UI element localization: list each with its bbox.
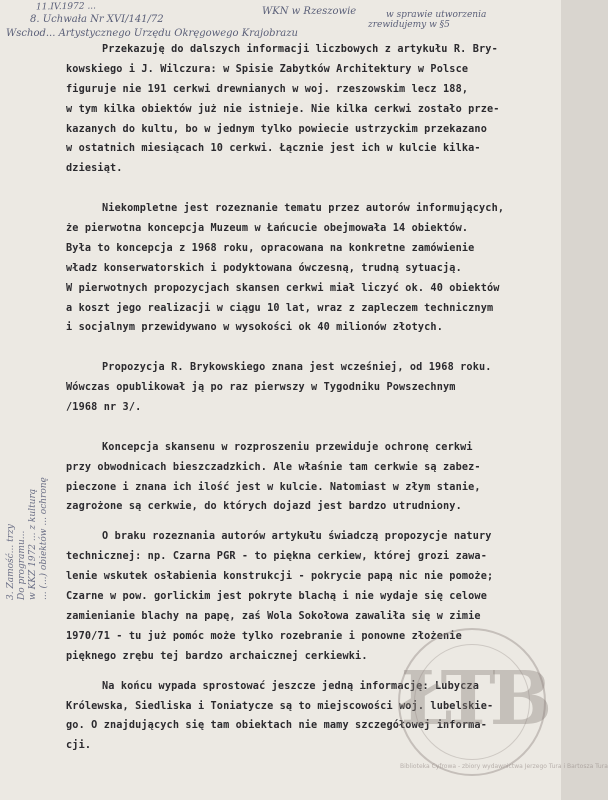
text-line: dziesiąt. bbox=[66, 163, 123, 175]
text-line: Na końcu wypada sprostować jeszcze jedną informację: Lubycza bbox=[102, 680, 480, 692]
margin-note-line: Do programu... bbox=[17, 530, 27, 600]
handwritten-note-c: zrewidujemy w §5 bbox=[368, 20, 450, 30]
margin-note-line: ... (...) obiektów ... ochronę bbox=[39, 477, 49, 600]
text-line: a koszt jego realizacji w ciągu 10 lat, wraz z zapleczem technicznym bbox=[66, 302, 494, 314]
stamp-monogram: ŁTB bbox=[400, 656, 547, 742]
text-line: przy obwodnicach bieszczadzkich. Ale właśnie tam cerkwie są zabez- bbox=[66, 461, 481, 473]
text-line: władz konserwatorskich i podyktowana ówczesną, trudną sytuacją. bbox=[66, 262, 462, 274]
text-line: Koncepcja skansenu w rozproszeniu przewiduje ochronę cerkwi bbox=[102, 441, 473, 453]
text-line: zamienianie blachy na papę, zaś Wola Sokołowa zawaliła się w zimie bbox=[66, 610, 481, 622]
text-line: i socjalnym przewidywano w wysokości ok 40 milionów złotych. bbox=[66, 322, 444, 334]
text-line: zagrożone są cerkwie, do których dojazd jest bardzo utrudniony. bbox=[66, 501, 462, 513]
text-line: lenie wskutek osłabienia konstrukcji - pokrycie papą nic nie pomoże; bbox=[66, 571, 494, 583]
margin-note-line: 3. Zamość... trzy bbox=[6, 524, 16, 600]
handwritten-note-b: w sprawie utworzenia bbox=[386, 10, 487, 20]
text-line: pięknego zrębu tej bardzo archaicznej cerkiewki. bbox=[66, 650, 368, 662]
text-line: Wówczas opublikował ją po raz pierwszy w Tygodniku Powszechnym bbox=[66, 382, 456, 394]
text-line: /1968 nr 3/. bbox=[66, 402, 142, 414]
margin-handwritten-note bbox=[6, 300, 66, 600]
text-line: W pierwotnych propozycjach skansen cerkwi miał liczyć ok. 40 obiektów bbox=[66, 282, 500, 294]
handwritten-note-a: WKN w Rzeszowie bbox=[262, 6, 357, 17]
stamp-ring-text: Biblioteka Cyfrowa - zbiory wydawnictwa Jerzego Tura i Bartosza Tura bbox=[400, 763, 608, 770]
text-line: że pierwotna koncepcja Muzeum w Łańcucie obejmowała 14 obiektów. bbox=[66, 223, 469, 235]
text-line: Była to koncepcja z 1968 roku, opracowana na konkretne zamówienie bbox=[66, 242, 475, 254]
text-line: Przekazuję do dalszych informacji liczbowych z artykułu R. Bry- bbox=[102, 44, 498, 55]
text-line: technicznej: np. Czarna PGR - to piękna cerkiew, której grozi zawa- bbox=[66, 551, 487, 563]
library-stamp bbox=[398, 628, 608, 776]
text-line: 1970/71 - tu już pomóc może tylko rozebranie i ponowne złożenie bbox=[66, 630, 462, 642]
text-line: kazanych do kultu, bo w jednym tylko powiecie ustrzyckim przekazano bbox=[66, 123, 487, 135]
text-line: Niekompletne jest rozeznanie tematu przez autorów informujących, bbox=[102, 203, 505, 215]
text-line: Królewska, Siedliska i Toniatycze są to miejscowości woj. lubelskie- bbox=[66, 700, 494, 712]
margin-note-line: w KKZ 1972 ... z kulturą bbox=[28, 488, 38, 600]
text-line: w tym kilka obiektów już nie istnieje. Nie kilka cerkwi zostało prze- bbox=[66, 103, 500, 115]
text-line: pieczone i znana ich ilość jest w kulcie. Natomiast w złym stanie, bbox=[66, 481, 481, 493]
text-line: figuruje nie 191 cerkwi drewnianych w woj. rzeszowskim lecz 188, bbox=[66, 83, 469, 95]
text-line: cji. bbox=[66, 740, 92, 752]
handwritten-heading: Wschod... Artystycznego Urzędu Okręgowego Krajobrazu bbox=[6, 28, 298, 39]
text-line: go. O znajdujących się tam obiektach nie mamy szczegółowej informa- bbox=[66, 720, 487, 732]
text-line: O braku rozeznania autorów artykułu świadczą propozycje natury bbox=[102, 531, 492, 543]
text-line: kowskiego i J. Wilczura: w Spisie Zabytków Architektury w Polsce bbox=[66, 63, 469, 75]
text-line: Propozycja R. Brykowskiego znana jest wcześniej, od 1968 roku. bbox=[102, 362, 492, 374]
handwritten-date: 11.IV.1972 ... bbox=[35, 1, 97, 13]
handwritten-resolution: 8. Uchwała Nr XVI/141/72 bbox=[30, 14, 164, 25]
text-line: w ostatnich miesiącach 10 cerkwi. Łącznie jest ich w kulcie kilka- bbox=[66, 143, 481, 155]
text-line: Czarne w pow. gorlickim jest pokryte blachą i nie wydaje się celowe bbox=[66, 591, 487, 603]
